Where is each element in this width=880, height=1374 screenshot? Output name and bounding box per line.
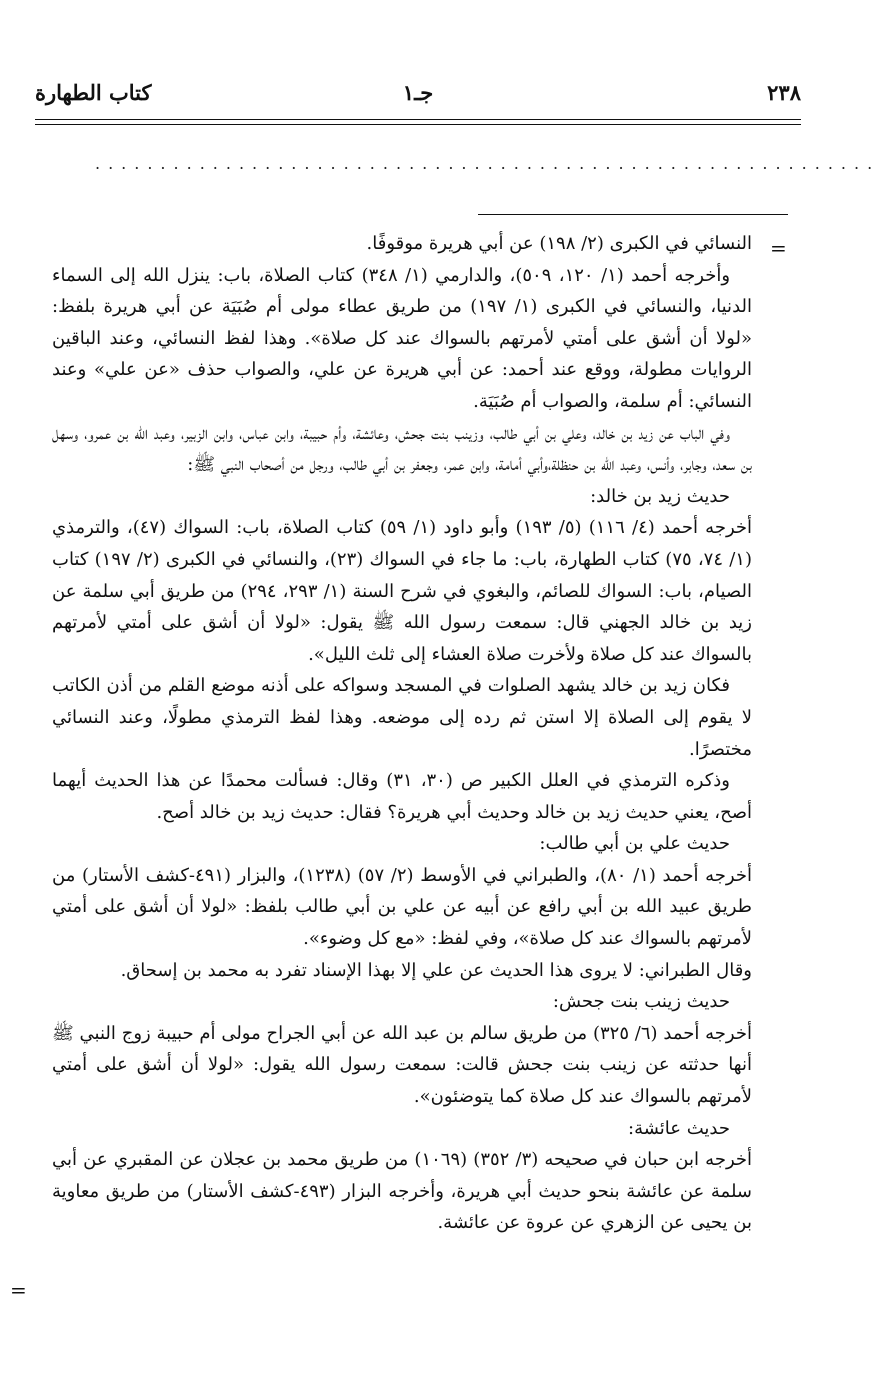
book-title: كتاب الطهارة — [35, 80, 152, 105]
section-heading: حديث عائشة: — [628, 1117, 730, 1139]
section-heading: حديث زيد بن خالد: — [590, 485, 730, 507]
paragraph: وذكره الترمذي في العلل الكبير ص (٣٠، ٣١) وقال: فسألت محمدًا عن هذا الحديث أيهما أصح، يعني حديث زيد بن خالد وحديث أبي هريرة؟ فقال: حديث زيد بن خالد أصح. — [52, 770, 752, 823]
paragraph: أخرجه أحمد (٦/ ٣٢٥) من طريق سالم بن عبد الله عن أبي الجراح مولى أم حبيبة زوج النبي ﷺ أنها حدثته عن زينب بنت جحش قالت: سمعت رسول الله يقول: «لولا أن أشق على أمتي لأمرتهم بالسواك عند كل صلاة كما يتوضئون». — [52, 1022, 752, 1108]
header-rule-bottom — [35, 124, 801, 125]
dotted-separator: ............................................................ — [95, 154, 880, 173]
paragraph: فكان زيد بن خالد يشهد الصلوات في المسجد وسواكه على أذنه موضع القلم من أذن الكاتب لا يقوم إلى الصلاة إلا استن ثم رده إلى موضعه. وهذا لفظ الترمذي مطولًا، وعند النسائي مختصرًا. — [52, 675, 752, 760]
section-heading: حديث زينب بنت جحش: — [552, 991, 730, 1013]
paragraph: وأخرجه أحمد (١/ ١٢٠، ٥٠٩)، والدارمي (١/ ٣٤٨) كتاب الصلاة، باب: ينزل الله إلى السماء الدنيا، والنسائي في الكبرى (١/ ١٩٧) من طريق عطاء مولى أم صُبَيَة عن أبي هريرة بلفظ: «لولا أن أشق على أمتي لأمرتهم بالسواك عند كل صلاة». وهذا لفظ النسائي، وعند الباقين الروايات مطولة، ووقع عند أحمد: عن أبي هريرة عن علي، والصواب حذف «عن علي» وعند النسائي: أم سلمة، والصواب أم صُبَيَة. — [52, 264, 753, 412]
paragraph: النسائي في الكبرى (٢/ ١٩٨) عن أبي هريرة موقوفًا. — [366, 233, 752, 254]
continuation-mark-end: = — [10, 1278, 27, 1302]
volume-label: جـ١ — [402, 80, 434, 105]
page-number: ٢٣٨ — [767, 80, 801, 105]
header-rule-top — [35, 119, 801, 120]
footnote-rule — [478, 214, 788, 215]
page-header — [35, 80, 801, 114]
paragraph: أخرجه أحمد (٤/ ١١٦) (٥/ ١٩٣) وأبو داود (١/ ٥٩) كتاب الصلاة، باب: السواك (٤٧)، والترمذي (١/ ٧٤، ٧٥) كتاب الطهارة، باب: ما جاء في السواك (٢٣)، والنسائي في الكبرى (٢/ ١٩٧) كتاب الصيام، باب: السواك للصائم، والبغوي في شرح السنة (١/ ٢٩٣، ٢٩٤) من طريق أبي سلمة عن زيد بن خالد الجهني قال: سمعت رسول الله ﷺ يقول: «لولا أن أشق على أمتي لأمرتهم بالسواك عند كل صلاة ولأخرت صلاة العشاء إلى ثلث الليل». — [52, 517, 753, 665]
paragraph: أخرجه ابن حبان في صحيحه (٣/ ٣٥٢) (١٠٦٩) من طريق محمد بن عجلان عن المقبري عن أبي سلمة عن عائشة بنحو حديث أبي هريرة، وأخرجه البزار (٤٩٣-كشف الأستار) من طريق معاوية بن يحيى عن الزهري عن عروة عن عائشة. — [52, 1149, 753, 1234]
paragraph: وقال الطبراني: لا يروى هذا الحديث عن علي إلا بهذا الإسناد تفرد به محمد بن إسحاق. — [120, 959, 752, 981]
paragraph: وفي الباب عن زيد بن خالد، وعلي بن أبي طالب، وزينب بنت جحش، وعائشة، وأم حبيبة، وابن عباس، وابن الزبير، وعبد الله بن عمرو، وسهل بن سعد، وجابر، وأنس، وعبد الله بن حنظلة،وأبي أمامة، وابن عمر، وجعفر بن أبي طالب، ورجل من أصحاب النبي ﷺ: — [52, 422, 752, 476]
paragraph: أخرجه أحمد (١/ ٨٠)، والطبراني في الأوسط (٢/ ٥٧) (١٢٣٨)، والبزار (٤٩١-كشف الأستار) من طريق عبيد الله بن أبي رافع عن أبيه عن علي بن أبي طالب بلفظ: «لولا أن أشق على أمتي لأمرتهم بالسواك عند كل صلاة»، وفي لفظ: «مع كل وضوء». — [52, 864, 752, 950]
section-heading: حديث علي بن أبي طالب: — [539, 833, 730, 855]
footnote-body — [52, 228, 752, 1239]
continuation-mark: = — [770, 236, 787, 260]
